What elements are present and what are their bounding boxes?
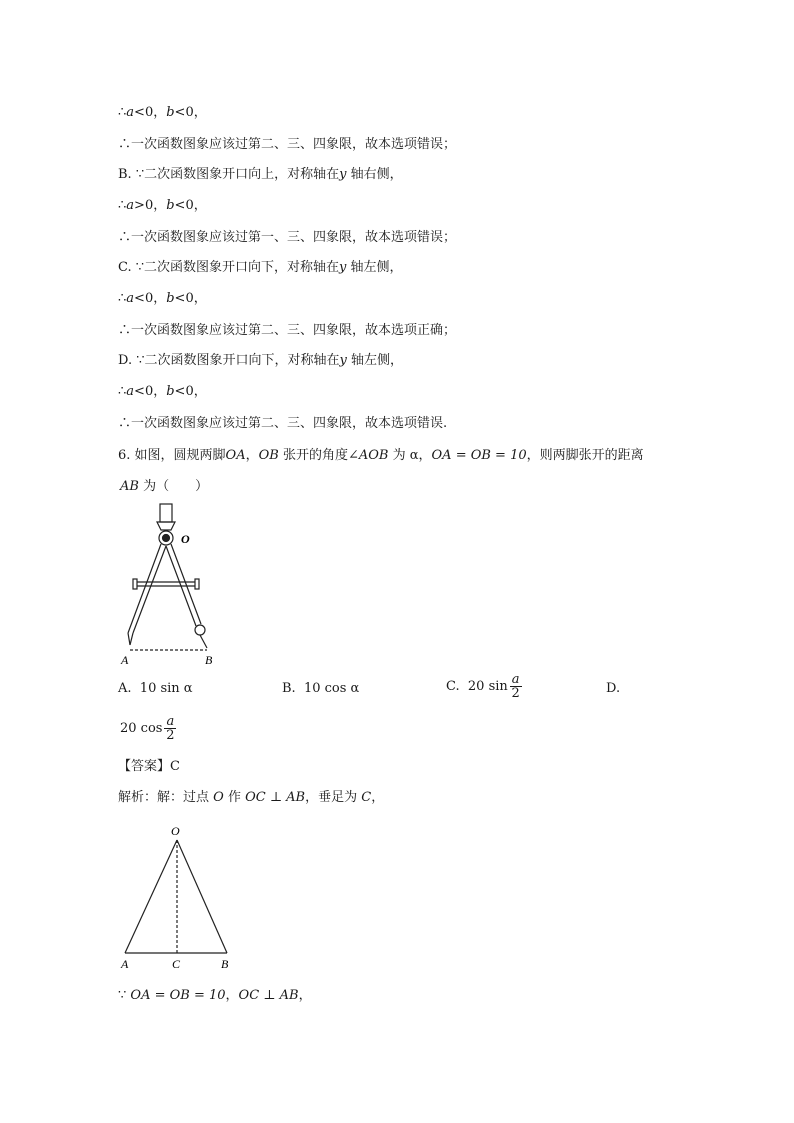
question-text: 6. 如图，圆规两脚	[118, 448, 226, 463]
question-6-stem-cont	[120, 478, 208, 496]
line-11: ∴一次函数图象应该过第二、三、四象限，故本选项错误.	[118, 416, 448, 431]
line-4	[118, 197, 207, 215]
line-2: ∴一次函数图象应该过第二、三、四象限，故本选项错误；	[118, 137, 457, 152]
final-line	[118, 987, 312, 1005]
line-text: 轴左侧，	[346, 260, 403, 275]
compass-hinge-inner	[163, 535, 170, 542]
var-y: y	[339, 353, 347, 368]
line-5: ∴一次函数图象应该过第一、三、四象限，故本选项错误；	[118, 230, 457, 245]
option-d-label: D.	[606, 681, 621, 696]
option-d[interactable]	[606, 680, 620, 698]
label-a: A	[121, 957, 129, 971]
final-text: ，	[225, 988, 239, 1003]
option-a-expr: 10 sin α	[139, 681, 193, 696]
label-b: B	[221, 957, 229, 971]
answer: 【答案】C	[118, 759, 180, 774]
var-b: b	[166, 198, 175, 213]
option-d-expr: 20 cos	[120, 721, 163, 736]
relation-b: <0，	[174, 105, 207, 120]
var-y: y	[339, 260, 347, 275]
option-c-label: C.	[446, 679, 460, 694]
compass-pencil-holder	[195, 625, 205, 635]
compass-head	[157, 522, 175, 530]
relation-b: <0，	[174, 198, 207, 213]
equation-oa-ob: OA = OB = 10	[431, 448, 527, 463]
var-a: a	[126, 384, 135, 399]
compass-left-leg-inner	[133, 546, 166, 633]
line-3	[118, 166, 403, 184]
relation-a: <0，	[134, 291, 167, 306]
line-6	[118, 259, 403, 277]
therefore-symbol: ∴	[118, 291, 127, 306]
angle-aob: AOB	[358, 448, 389, 463]
fraction-denominator: 2	[166, 728, 175, 743]
line-text: 轴右侧，	[346, 167, 403, 182]
relation-b: <0，	[174, 384, 207, 399]
analysis-text: ，垂足为	[305, 790, 362, 805]
fraction-denominator: 2	[511, 686, 520, 701]
relation-a: >0，	[134, 198, 167, 213]
question-text: 为（ ）	[138, 479, 209, 494]
therefore-symbol: ∴	[118, 384, 127, 399]
relation-oc-perp-ab: OC ⊥ AB	[238, 988, 299, 1003]
option-c[interactable]	[446, 673, 522, 700]
question-6-stem	[118, 447, 644, 465]
segment-ob-line	[177, 840, 227, 953]
var-a: a	[126, 105, 135, 120]
relation-b: <0，	[174, 291, 207, 306]
point-o: O	[213, 790, 224, 805]
segment-oa: OA	[225, 448, 246, 463]
option-b-label: B.	[282, 681, 296, 696]
option-b-expr: 10 cos α	[303, 681, 360, 696]
label-o: O	[171, 824, 180, 838]
option-c-fraction	[510, 673, 522, 700]
therefore-symbol: ∴	[118, 105, 127, 120]
triangle-figure	[115, 818, 240, 978]
segment-ob: OB	[258, 448, 279, 463]
compass-crossbar-knob-left	[133, 579, 137, 589]
analysis-text: 作	[223, 790, 246, 805]
var-b: b	[166, 105, 175, 120]
option-a[interactable]	[118, 680, 193, 698]
line-text: B. ∵二次函数图象开口向上，对称轴在	[118, 167, 340, 182]
compass-right-tip	[200, 635, 207, 648]
segment-ab: AB	[120, 479, 139, 494]
therefore-symbol: ∴	[118, 198, 127, 213]
option-c-expr: 20 sin	[467, 679, 508, 694]
compass-figure	[115, 500, 225, 670]
question-text: 张开的角度∠	[278, 448, 359, 463]
line-7	[118, 290, 207, 308]
compass-crossbar-knob-right	[195, 579, 199, 589]
compass-left-tip	[128, 633, 130, 645]
var-a: a	[126, 198, 135, 213]
compass-right-leg-outer	[171, 544, 201, 624]
compass-handle	[160, 504, 172, 522]
analysis-text: 解析：解：过点	[118, 790, 214, 805]
label-b: B	[205, 653, 213, 667]
var-y: y	[339, 167, 347, 182]
option-d-expression	[120, 715, 176, 742]
line-text: C. ∵二次函数图象开口向下，对称轴在	[118, 260, 340, 275]
question-text: ，则两脚张开的距离	[526, 448, 644, 463]
equation-oa-ob: OA = OB = 10	[130, 988, 226, 1003]
line-text: 轴左侧，	[346, 353, 403, 368]
relation-a: <0，	[134, 384, 167, 399]
because-symbol: ∵	[118, 988, 131, 1003]
fraction-numerator: a	[511, 672, 520, 687]
line-1	[118, 104, 207, 122]
line-9	[118, 352, 403, 370]
question-text: 为 α，	[388, 448, 432, 463]
label-o: O	[181, 532, 190, 546]
question-text: ，	[245, 448, 259, 463]
option-d-fraction	[164, 715, 176, 742]
line-10	[118, 383, 207, 401]
relation-a: <0，	[134, 105, 167, 120]
label-c: C	[172, 957, 181, 971]
option-a-label: A.	[118, 681, 132, 696]
final-text: ，	[298, 988, 312, 1003]
segment-oa-line	[125, 840, 177, 953]
var-b: b	[166, 384, 175, 399]
label-a: A	[121, 653, 129, 667]
compass-left-tip-2	[130, 633, 133, 645]
analysis-line	[118, 789, 384, 807]
var-b: b	[166, 291, 175, 306]
analysis-text: ，	[371, 790, 385, 805]
fraction-numerator: a	[166, 714, 175, 729]
point-c: C	[361, 790, 372, 805]
relation-oc-perp-ab: OC ⊥ AB	[245, 790, 306, 805]
line-8: ∴一次函数图象应该过第二、三、四象限，故本选项正确；	[118, 323, 457, 338]
line-text: D. ∵二次函数图象开口向下，对称轴在	[118, 353, 340, 368]
var-a: a	[126, 291, 135, 306]
option-b[interactable]	[282, 680, 359, 698]
